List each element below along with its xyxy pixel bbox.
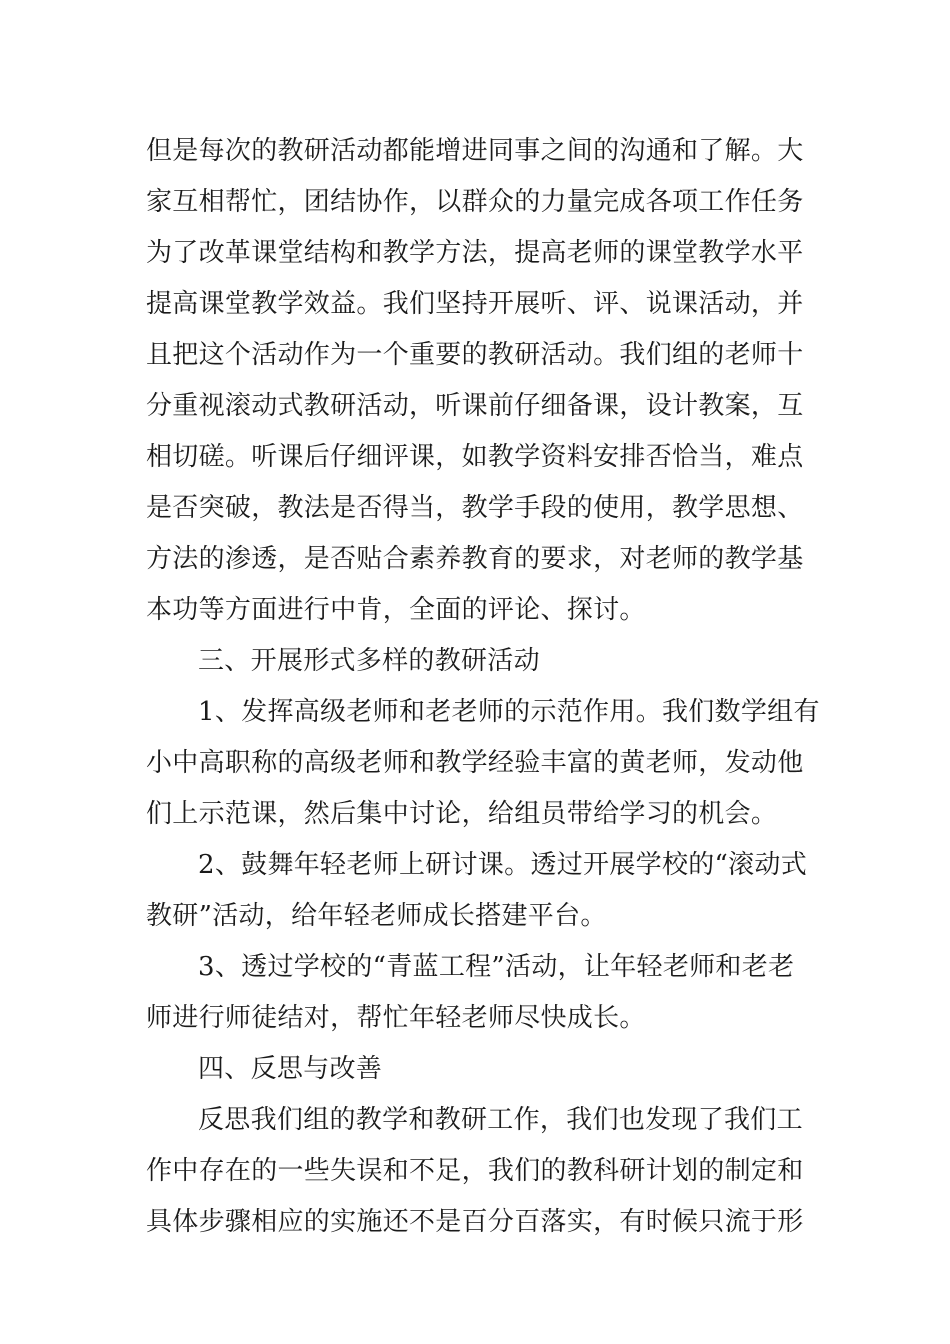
text-line: 相切磋。听课后仔细评课，如教学资料安排否恰当，难点 (146, 442, 804, 472)
text-line: 本功等方面进行中肯，全面的评论、探讨。 (146, 595, 646, 625)
text-line: 且把这个活动作为一个重要的教研活动。我们组的老师十 (146, 340, 804, 370)
text-line: 作中存在的一些失误和不足，我们的教科研计划的制定和 (146, 1156, 804, 1186)
text-line: 为了改革课堂结构和教学方法，提高老师的课堂教学水平 (146, 238, 804, 268)
text-line: 们上示范课，然后集中讨论，给组员带给学习的机会。 (146, 799, 778, 829)
section-heading: 四、反思与改善 (198, 1054, 383, 1084)
text-line: 提高课堂教学效益。我们坚持开展听、评、说课活动，并 (146, 289, 804, 319)
text-line: 是否突破，教法是否得当，教学手段的使用，教学思想、 (146, 493, 804, 523)
text-line: 具体步骤相应的实施还不是百分百落实，有时候只流于形 (146, 1207, 804, 1237)
text-line: 2、鼓舞年轻老师上研讨课。透过开展学校的“滚动式 (198, 850, 808, 880)
text-line: 但是每次的教研活动都能增进同事之间的沟通和了解。大 (146, 136, 804, 166)
text-line: 教研”活动，给年轻老师成长搭建平台。 (146, 901, 607, 931)
text-line: 小中高职称的高级老师和教学经验丰富的黄老师，发动他 (146, 748, 804, 778)
text-line: 反思我们组的教学和教研工作，我们也发现了我们工 (198, 1105, 803, 1135)
text-line: 1、发挥高级老师和老老师的示范作用。我们数学组有 (198, 697, 820, 727)
section-heading: 三、开展形式多样的教研活动 (198, 646, 540, 676)
text-line: 家互相帮忙，团结协作，以群众的力量完成各项工作任务 (146, 187, 804, 217)
body-text (146, 126, 820, 1248)
text-line: 分重视滚动式教研活动，听课前仔细备课，设计教案，互 (146, 391, 804, 421)
text-line: 师进行师徒结对，帮忙年轻老师尽快成长。 (146, 1003, 646, 1033)
text-line: 3、透过学校的“青蓝工程”活动，让年轻老师和老老 (198, 952, 795, 982)
text-line: 方法的渗透，是否贴合素养教育的要求，对老师的教学基 (146, 544, 804, 574)
